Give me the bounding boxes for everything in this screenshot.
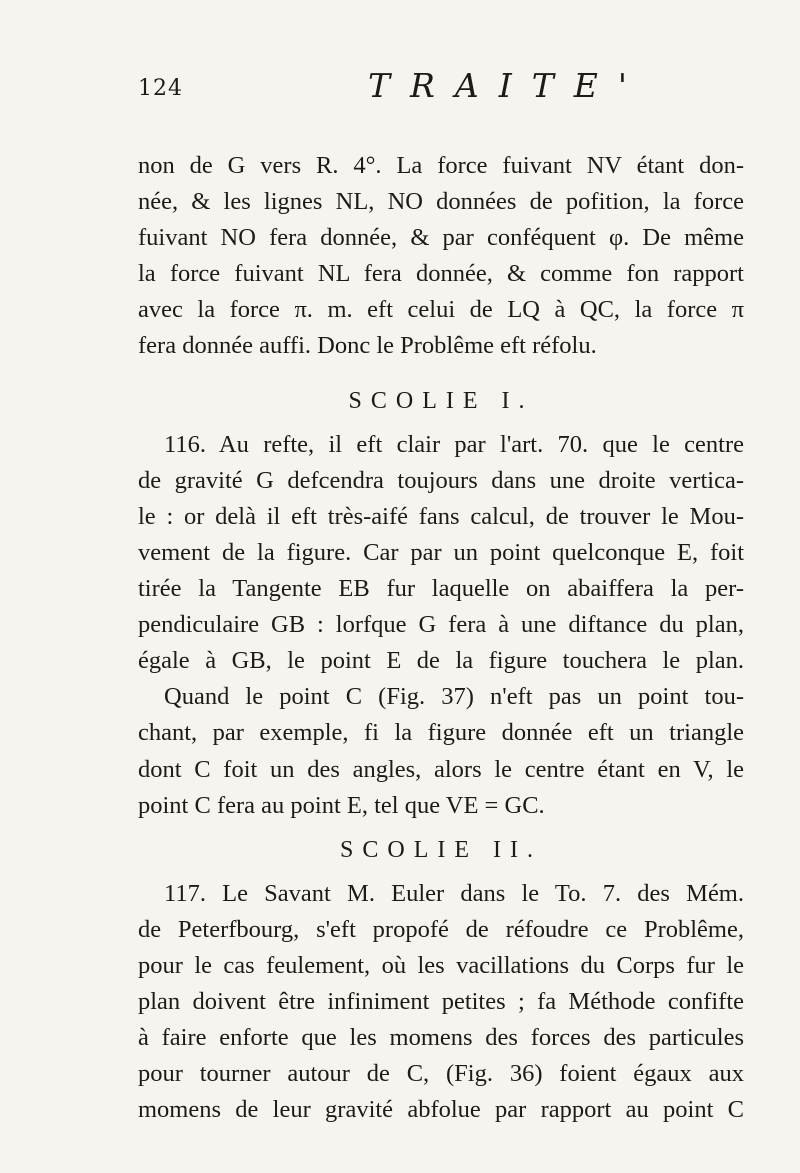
text-line: 116. Au refte, il eft clair par l'art. 70. que le centre [164, 430, 744, 458]
text-line: de Peterfbourg, s'eft propofé de réfoudre ce Problême, [138, 915, 744, 943]
text-line: la force fuivant NL fera donnée, & comme fon rapport [138, 260, 744, 288]
text-line: de gravité G defcendra toujours dans une droite vertica- [138, 466, 744, 494]
running-title: TRAITE' [368, 66, 647, 105]
text-line: Quand le point C (Fig. 37) n'eft pas un point tou- [164, 683, 744, 711]
text-line: vement de la figure. Car par un point quelconque E, foit [138, 538, 744, 566]
text-line: le : or delà il eft très-aifé fans calcul, de trouver le Mou- [138, 502, 744, 530]
text-line: fera donnée auffi. Donc le Problême eft réfolu. [138, 332, 597, 360]
text-line: plan doivent être infiniment petites ; fa Méthode confifte [138, 988, 744, 1016]
text-line: 117. Le Savant M. Euler dans le To. 7. des Mém. [164, 879, 744, 907]
text-line: pour le cas feulement, où les vacillations du Corps fur le [138, 951, 744, 979]
section-heading: SCOLIE I. [348, 387, 534, 414]
text-line: chant, par exemple, fi la figure donnée eft un triangle [138, 719, 744, 747]
text-line: pendiculaire GB : lorfque G fera à une diftance du plan, [138, 611, 744, 639]
text-line: fuivant NO fera donnée, & par conféquent φ. De même [138, 224, 744, 252]
text-line: née, & les lignes NL, NO données de pofition, la force [138, 188, 744, 216]
text-line: égale à GB, le point E de la figure touchera le plan. [138, 647, 744, 675]
text-line: tirée la Tangente EB fur laquelle on abaiffera la per- [138, 575, 744, 603]
section-heading: SCOLIE II. [340, 836, 542, 863]
page-number: 124 [138, 76, 183, 101]
text-line: pour tourner autour de C, (Fig. 36) foient égaux aux [138, 1060, 744, 1088]
text-line: non de G vers R. 4°. La force fuivant NV étant don- [138, 152, 744, 179]
text-line: avec la force π. m. eft celui de LQ à QC, la force π [138, 296, 744, 324]
text-line: dont C foit un des angles, alors le centre étant en V, le [138, 755, 744, 783]
text-line: à faire enforte que les momens des forces des particules [138, 1024, 744, 1052]
text-line: momens de leur gravité abfolue par rapport au point C [138, 1096, 744, 1124]
text-line: point C fera au point E, tel que VE = GC. [138, 791, 545, 819]
page-header [138, 60, 740, 110]
body-text [138, 148, 744, 1128]
